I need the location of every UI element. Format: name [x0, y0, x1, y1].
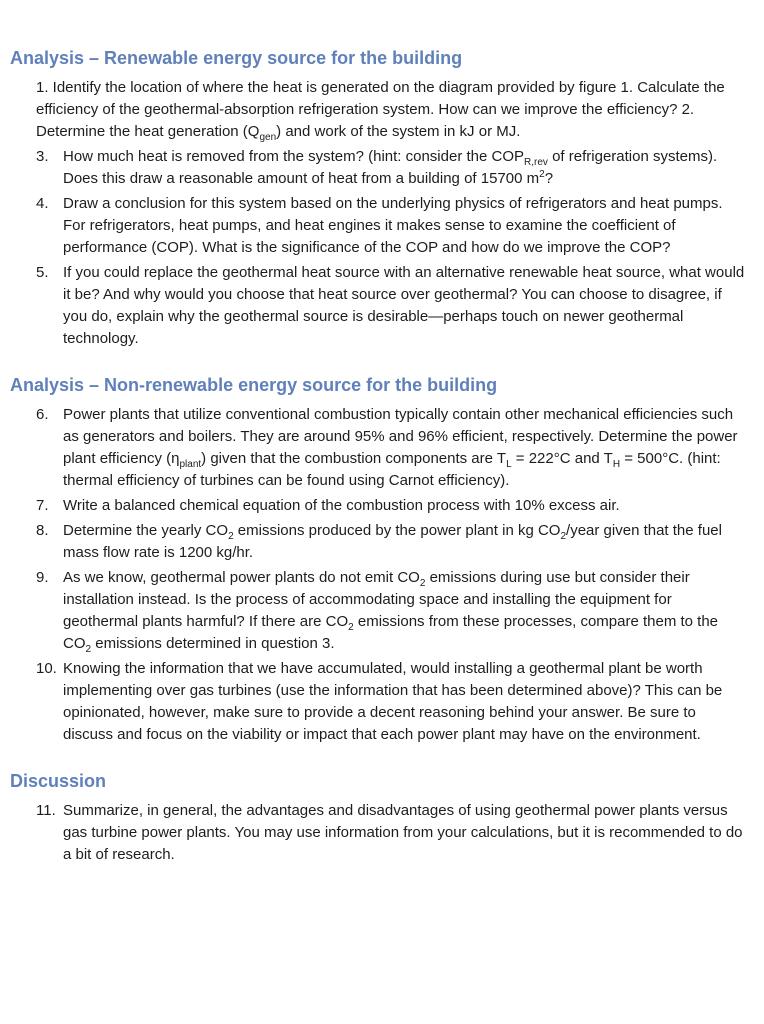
section-analysis-renewable	[10, 47, 746, 350]
question-number: 7.	[36, 497, 49, 514]
section-analysis-non-renewable	[10, 374, 746, 746]
question-number: 8.	[36, 522, 49, 539]
section-heading-non-renewable: Analysis – Non-renewable energy source for the building	[10, 375, 498, 395]
question-text: Knowing the information that we have accumulated, would installing a geothermal plant be worth implementing over gas turbines (use the information that has been determined above)? This can be opinionated, however, make sure to provide a decent reasoning behind your answer. Be sure to discuss and focus on the viability or impact that each power plant may have on the environment.	[63, 660, 723, 743]
question-item-6	[36, 404, 746, 492]
section-heading-renewable: Analysis – Renewable energy source for the building	[10, 48, 463, 68]
question-number: 5.	[36, 264, 49, 281]
question-item-11	[36, 800, 746, 866]
question-text: If you could replace the geothermal heat source with an alternative renewable heat source, what would it be? And why would you choose that heat source over geothermal? You can choose to disagree, if you do, explain why the geothermal source is desirable—perhaps touch on newer geothermal technology.	[63, 264, 745, 347]
question-item-9	[36, 567, 746, 655]
question-text: How much heat is removed from the system? (hint: consider the $COP_{R,rev}$ of refrigeration systems). Does this draw a reasonable amount of heat from a building of 15700 $m^2$?	[63, 148, 718, 187]
question-text: Summarize, in general, the advantages and disadvantages of using geothermal power plants versus gas turbine power plants. You may use information from your calculations, but it is recommended to do a bit of research.	[63, 802, 743, 863]
question-text: Power plants that utilize conventional combustion typically contain other mechanical efficiencies such as generators and boilers. They are around 95% and 96% efficient, respectively. Determine the power plant efficiency $(\eta_{plant})$ given that the combustion components are $T_L = 222^\circ C$ and $T_H = 500^\circ C$. (hint: thermal efficiency of turbines can be found using Carnot efficiency).	[63, 406, 738, 489]
question-item-10	[36, 658, 746, 746]
question-text: Determine the yearly $CO_2$ emissions produced by the power plant in kg $CO_2$/year given that the fuel mass flow rate is 1200 kg/hr.	[63, 522, 722, 561]
question-number: 11.	[36, 802, 56, 819]
question-text: Draw a conclusion for this system based on the underlying physics of refrigerators and heat pumps. For refrigerators, heat pumps, and heat engines it makes sense to examine the coefficient of performance (COP). What is the significance of the COP and how do we improve the COP?	[63, 195, 723, 256]
section-heading-discussion: Discussion	[10, 771, 107, 791]
question-number: 3.	[36, 148, 49, 165]
question-number: 6.	[36, 406, 49, 423]
question-item-7	[36, 495, 746, 517]
question-item-8	[36, 520, 746, 564]
question-text: Write a balanced chemical equation of the combustion process with 10% excess air.	[63, 497, 620, 514]
question-number: 10.	[36, 660, 57, 677]
question-text: As we know, geothermal power plants do not emit $CO_2$ emissions during use but consider their installation instead. Is the process of accommodating space and installing the equipment for geothermal plants harmful? If there are $CO_2$ emissions from these processes, compare them to the $CO_2$ emissions determined in question 3.	[63, 569, 719, 655]
question-number: 9.	[36, 569, 49, 586]
question-item-4	[36, 193, 746, 259]
section-discussion	[10, 770, 746, 866]
question-1-2-paragraph: 1. Identify the location of where the heat is generated on the diagram provided by figure 1. Calculate the efficiency of the geothermal-absorption refrigeration system. How can we improve the efficiency? 2. Determine the heat generation $(Q_{gen})$ and work of the system in kJ or MJ.	[36, 79, 725, 143]
question-item-3	[36, 146, 746, 190]
question-item-5	[36, 262, 746, 350]
question-number: 4.	[36, 195, 49, 212]
